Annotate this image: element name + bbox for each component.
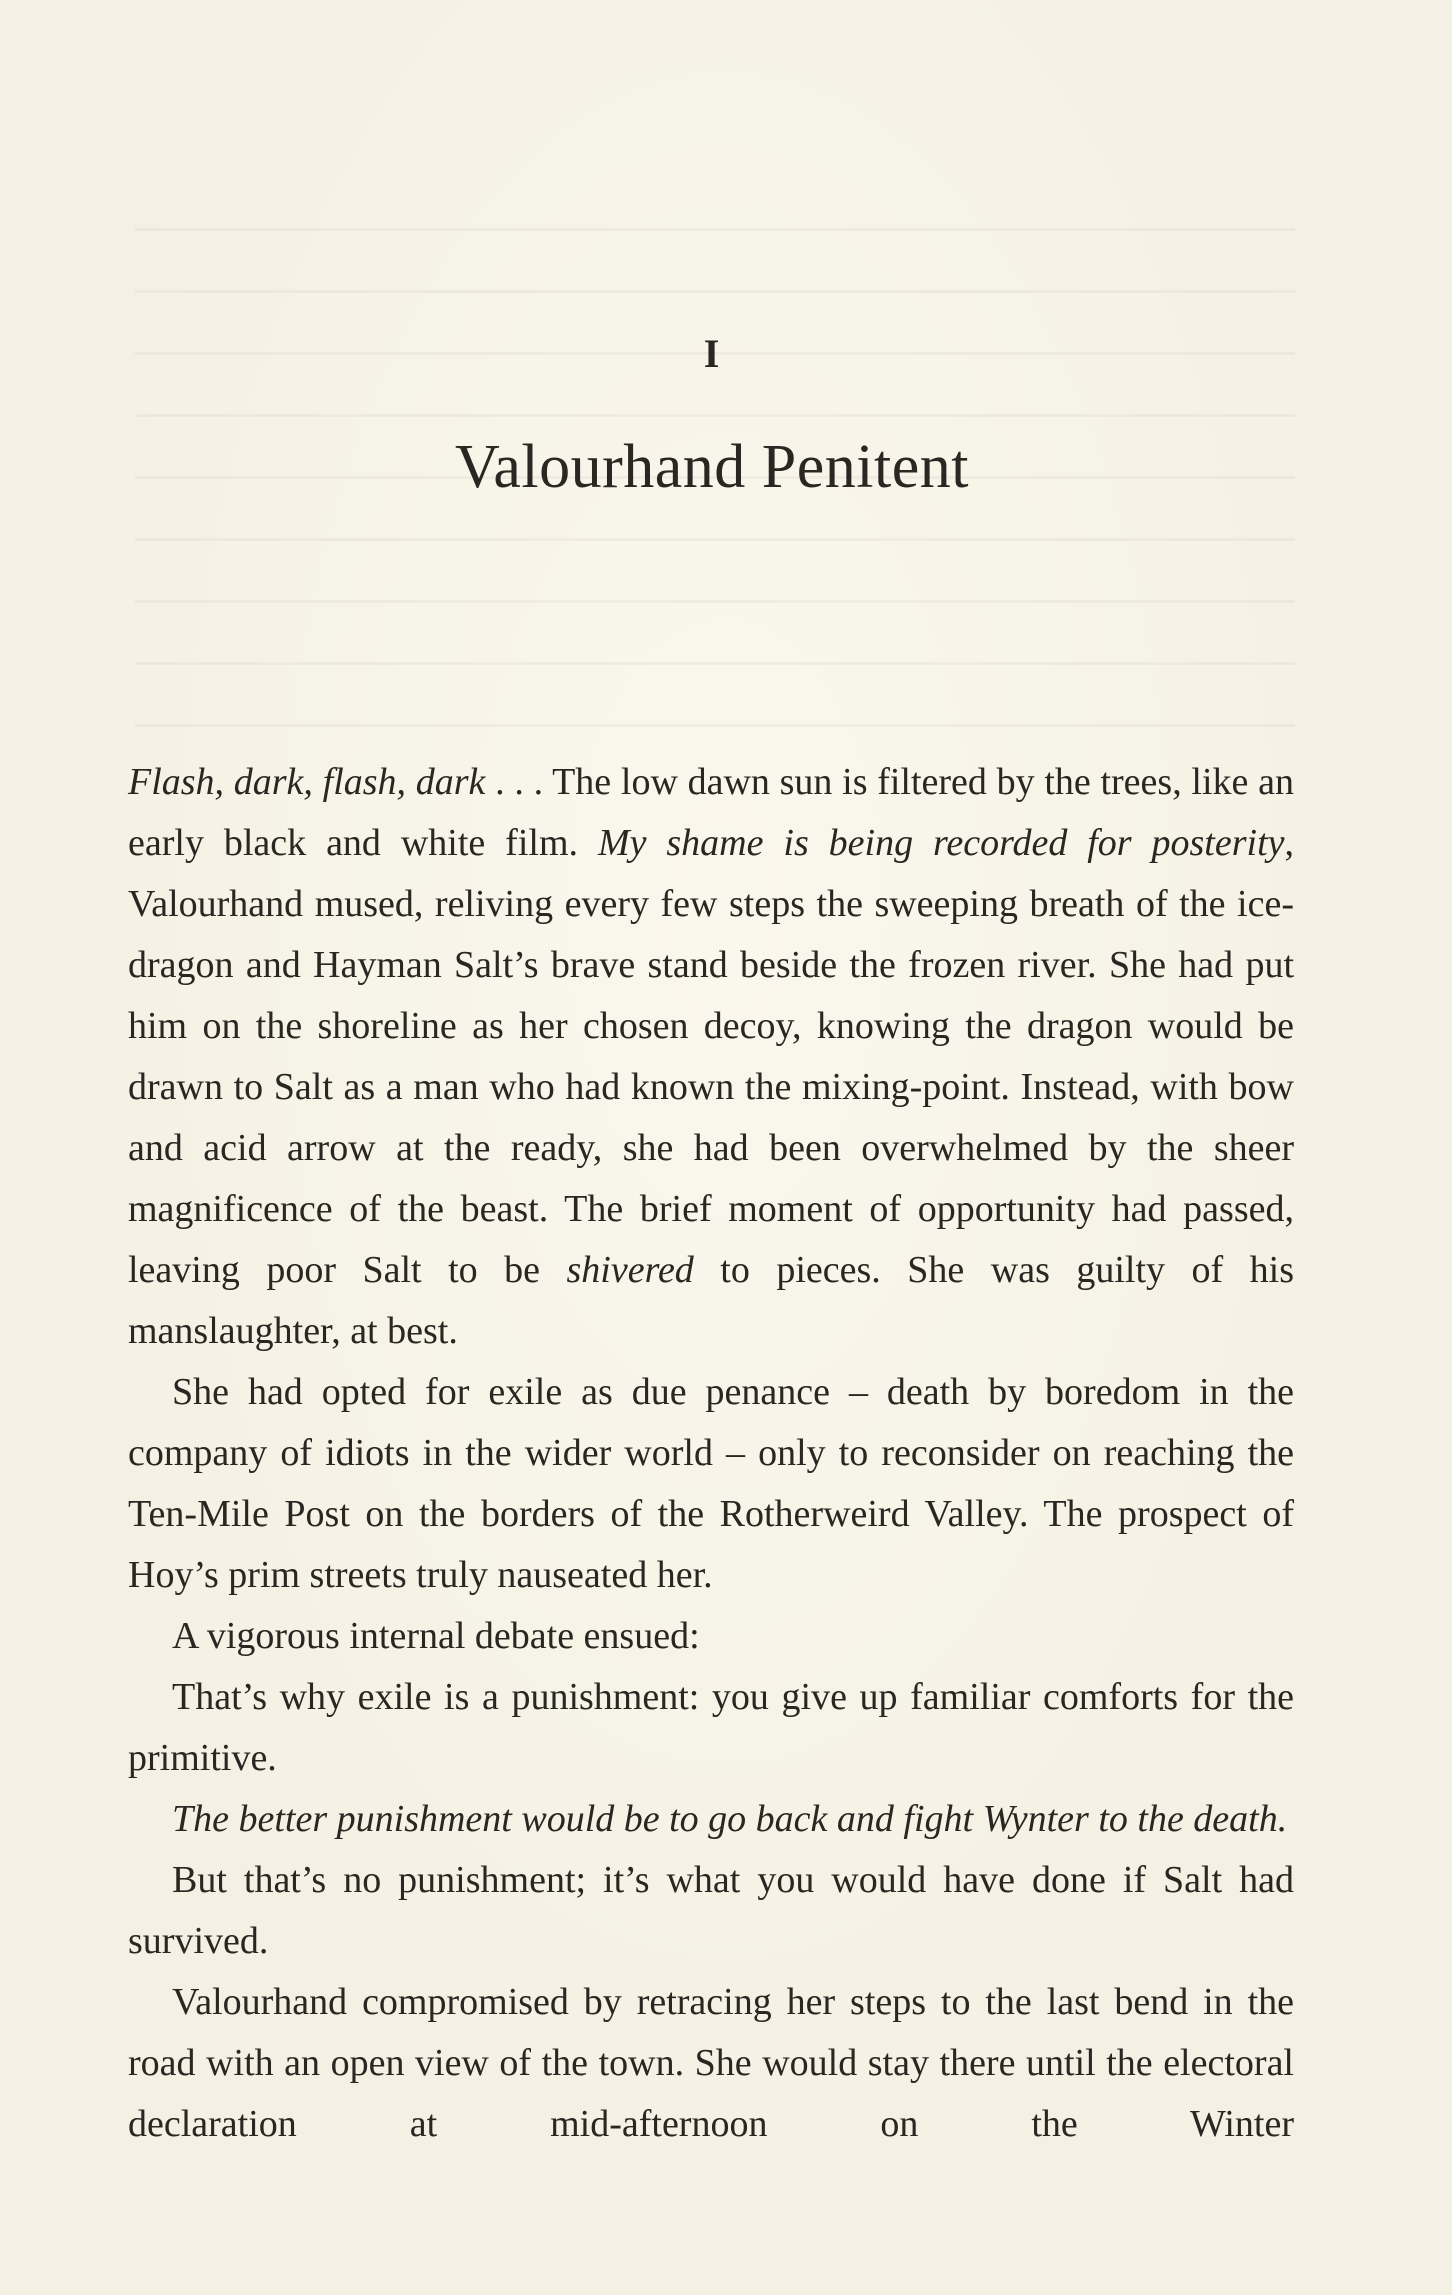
text-segment: The better punishment would be to go back and fight Wynter to the death. [172,1798,1288,1840]
text-segment: That’s why exile is a punishment: you give up familiar comforts for the primitive. [128,1676,1294,1779]
paragraph [128,752,1294,1362]
show-through-line [135,724,1295,727]
show-through-line [135,228,1295,231]
text-segment: , Valourhand mused, reliving every few steps the sweeping breath of the ice-dragon and Hayman Salt’s brave stand beside the frozen river. She had put him on the shoreline as her chosen decoy, knowing the dragon would be drawn to Salt as a man who had known the mixing-point. Instead, with bow and acid arrow at the ready, she had been overwhelmed by the sheer magnificence of the beast. The brief moment of opportunity had passed, leaving poor Salt to be [128,822,1294,1291]
chapter-body [128,752,1294,2155]
show-through-line [135,414,1295,417]
show-through-line [135,290,1295,293]
text-segment: She had opted for exile as due penance – death by boredom in the company of idiots in the wider world – only to reconsider on reaching the Ten-Mile Post on the borders of the Rotherweird Valley. The prospect of Hoy’s prim streets truly nauseated her. [128,1371,1294,1596]
text-segment: Flash, dark, flash, dark [128,761,486,803]
paragraph [128,1362,1294,1606]
text-segment: to pieces. She was guilty of his manslaughter, at best. [128,1249,1294,1352]
text-segment: Valourhand compromised by retracing her steps to the last bend in the road with an open view of the town. She would stay there until the electoral declaration at mid-afternoon on the Winter [128,1981,1294,2145]
show-through-line [135,600,1295,603]
paragraph [128,1850,1294,1972]
show-through-line [135,662,1295,665]
chapter-number: I [703,331,721,376]
text-segment: A vigorous internal debate ensued: [172,1615,700,1657]
show-through-line [135,538,1295,541]
text-segment: My shame is being recorded for posterity [597,822,1285,864]
paragraph [128,1606,1294,1667]
text-segment: shivered [566,1249,694,1291]
chapter-title: Valourhand Penitent [454,433,969,501]
paragraph [128,1789,1294,1850]
paragraph [128,1972,1294,2155]
text-segment: But that’s no punishment; it’s what you would have done if Salt had survived. [128,1859,1294,1962]
text-segment: . . . The low dawn sun is filtered by the trees, like an early black and white film. [128,761,1294,864]
paragraph [128,1667,1294,1789]
